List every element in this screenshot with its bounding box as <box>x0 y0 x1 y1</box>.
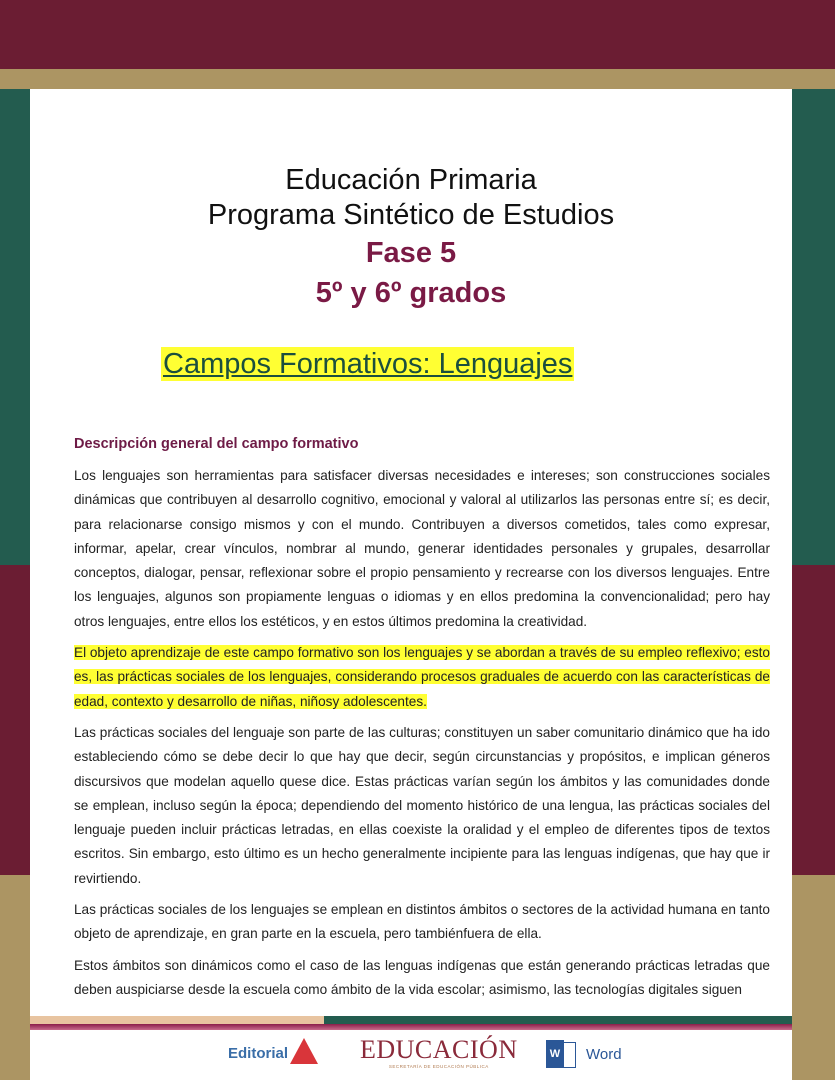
paragraph-highlighted <box>74 641 770 714</box>
header-gold-band <box>0 69 835 89</box>
footer-stripe-maroon <box>30 1024 792 1030</box>
campo-formativo-title: Campos Formativos: Lenguajes <box>163 348 573 380</box>
title-block <box>30 163 792 313</box>
paragraph-text: Las prácticas sociales del lenguaje son parte de las culturas; constituyen un saber comunitario dinámico que ha ido estableciendo cómo se debe decir lo que hay que decir, según circunstancias y propósitos, e implican géneros discursivos que modelan aquello quese dice. Estas prácticas varían según los ámbitos y las comunidades donde se emplean, incluso según la época; dependiendo del momento histórico de una lengua, las prácticas sociales del lenguaje pueden incluir prácticas letradas, en ellas coexiste la oralidad y el empleo de diferentes tipos de textos escritos. Sin embargo, esto último es un hecho generalmente incipiente para las lenguas indígenas, que hay que ir revirtiendo. <box>74 724 770 886</box>
title-level: Educación Primaria <box>285 164 537 196</box>
title-phase: Fase 5 <box>365 237 457 269</box>
right-border-maroon <box>792 565 835 875</box>
paragraph-text: El objeto aprendizaje de este campo formativo son los lenguajes y se abordan a través de su empleo reflexivo; esto es, las prácticas sociales de los lenguajes, considerando procesos graduales de acuerdo con las características de edad, contexto y desarrollo de niñas, niñosy adolescentes. <box>74 645 770 709</box>
word-icon-letter: W <box>546 1040 564 1068</box>
word-logo <box>546 1040 622 1068</box>
paragraph-text: Las prácticas sociales de los lenguajes se emplean en distintos ámbitos o sectores de la actividad humana en tanto objeto de aprendizaje, en gran parte en la escuela, pero tambiénfuera de ella. <box>74 902 770 942</box>
word-label: Word <box>586 1045 622 1063</box>
footer-stripe-teal <box>324 1016 792 1024</box>
educacion-sublabel: SECRETARÍA DE EDUCACIÓN PÚBLICA <box>388 1064 489 1069</box>
editorial-label: Editorial <box>228 1044 289 1062</box>
title-program: Programa Sintético de Estudios <box>207 199 615 231</box>
educacion-label: EDUCACIÓN <box>360 1035 518 1064</box>
paragraph <box>74 464 770 634</box>
paragraph <box>74 898 770 947</box>
header-maroon-band <box>0 0 835 69</box>
left-border-teal <box>0 89 30 565</box>
section-body <box>74 464 770 1009</box>
footer-stripes <box>30 1016 792 1028</box>
paragraph-text: Estos ámbitos son dinámicos como el caso de las lenguas indígenas que están generando prácticas letradas que deben auspiciarse desde la escuela como ámbito de la vida escolar; asimismo, las tecnologías digitales siguen <box>74 957 770 997</box>
educacion-logo <box>360 1036 518 1069</box>
footer-stripe-peach <box>30 1016 324 1024</box>
paragraph-text: Los lenguajes son herramientas para satisfacer diversas necesidades e intereses; son construcciones sociales dinámicas que contribuyen al desarrollo cognitivo, emocional y valoral al utilizarlos las personas entre sí; es decir, para relacionarse consigo mismos y con el mundo. Contribuyen a diversos cometidos, tales como expresar, informar, apelar, crear vínculos, nombrar al mundo, generar identidades personales y grupales, desarrollar conceptos, dialogar, pensar, reflexionar sobre el propio pensamiento y recrearse con los diversos lenguajes. Entre los lenguajes, algunos son propiamente lenguas o idiomas y en ellos predomina la convencionalidad; pero hay otros lenguajes, entre ellos los estéticos, y en estos últimos predomina la creatividad. <box>74 468 770 629</box>
editorial-md-logo <box>228 1040 318 1066</box>
right-border-teal <box>792 89 835 565</box>
title-grades: 5º y 6º grados <box>315 277 507 309</box>
word-icon <box>546 1040 576 1068</box>
paragraph <box>74 954 770 1003</box>
paragraph <box>74 721 770 891</box>
md-triangle-logo-icon <box>290 1038 318 1064</box>
footer-logos <box>0 1036 835 1076</box>
left-border-maroon <box>0 565 30 875</box>
section-heading: Descripción general del campo formativo <box>74 436 359 452</box>
document-page <box>30 89 792 1080</box>
